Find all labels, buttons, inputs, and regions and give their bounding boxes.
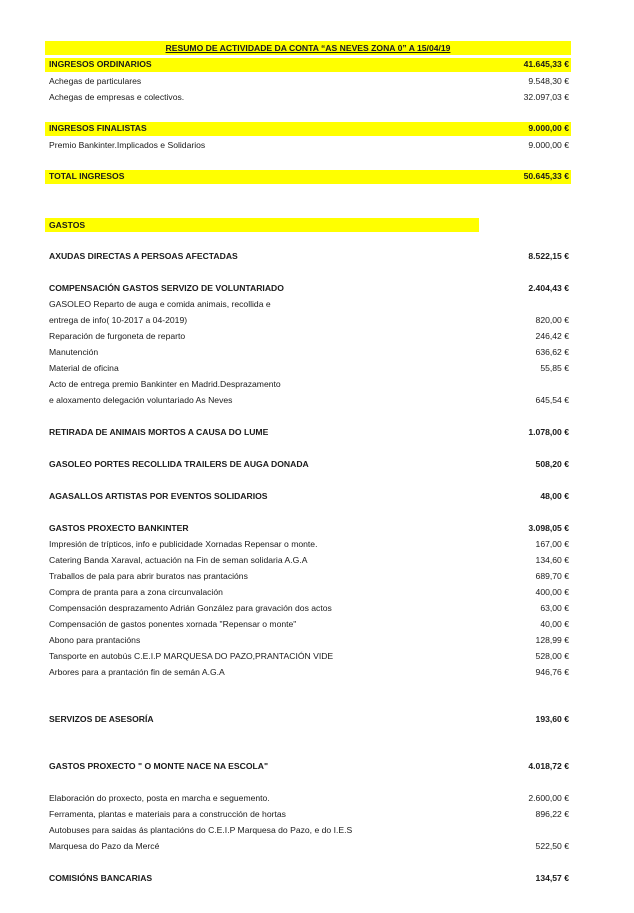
item-label: Marquesa do Pazo da Mercé xyxy=(49,841,160,851)
line-item xyxy=(45,554,571,567)
item-label: Achegas de particulares xyxy=(49,76,142,86)
section-label: GASOLEO PORTES RECOLLIDA TRAILERS DE AUGA DONADA xyxy=(49,459,309,469)
item-amount: 528,00 € xyxy=(535,651,569,661)
section-comisions xyxy=(45,872,571,885)
item-amount: 946,76 € xyxy=(535,667,569,677)
item-amount: 63,00 € xyxy=(540,603,569,613)
document-title-bar xyxy=(45,41,571,55)
line-item xyxy=(45,634,571,647)
section-agasallos xyxy=(45,490,571,503)
line-item xyxy=(45,570,571,583)
section-amount: 508,20 € xyxy=(535,459,569,469)
gastos-header xyxy=(45,218,479,232)
section-label: AGASALLOS ARTISTAS POR EVENTOS SOLIDARIOS xyxy=(49,491,268,501)
line-item xyxy=(45,824,571,837)
item-amount: 128,99 € xyxy=(535,635,569,645)
line-item xyxy=(45,330,571,343)
total-ingresos-row xyxy=(45,170,571,184)
item-amount: 645,54 € xyxy=(535,395,569,405)
section-label: GASTOS PROXECTO BANKINTER xyxy=(49,523,189,533)
line-item xyxy=(45,808,571,821)
item-label: Compensación desprazamento Adrián González para gravación dos actos xyxy=(49,603,332,613)
section-amount: 3.098,05 € xyxy=(528,523,569,533)
item-label: Acto de entrega premio Bankinter en Madrid.Desprazamento xyxy=(49,379,281,389)
item-label: Autobuses para saidas ás plantacións do C.E.I.P Marquesa do Pazo, e do I.E.S xyxy=(49,825,353,835)
line-item xyxy=(45,666,571,679)
section-amount: 2.404,43 € xyxy=(528,283,569,293)
line-item xyxy=(45,840,571,853)
item-amount: 9.000,00 € xyxy=(528,140,569,150)
line-item xyxy=(45,586,571,599)
section-label: RETIRADA DE ANIMAIS MORTOS A CAUSA DO LUME xyxy=(49,427,269,437)
item-label: entrega de info( 10-2017 a 04-2019) xyxy=(49,315,188,325)
item-amount: 689,70 € xyxy=(535,571,569,581)
line-item xyxy=(45,75,571,88)
item-label: Achegas de empresas e colectivos. xyxy=(49,92,185,102)
item-label: Traballos de pala para abrir buratos nas prantacións xyxy=(49,571,248,581)
section-asesoria xyxy=(45,713,571,726)
document-title: RESUMO DE ACTIVIDADE DA CONTA “AS NEVES ZONA 0” A 15/04/19 xyxy=(165,43,451,53)
line-item xyxy=(45,362,571,375)
item-amount: 32.097,03 € xyxy=(523,92,569,102)
section-amount: 41.645,33 € xyxy=(523,59,569,69)
line-item xyxy=(45,298,571,311)
item-amount: 9.548,30 € xyxy=(528,76,569,86)
total-label: TOTAL INGRESOS xyxy=(49,171,125,181)
item-label: Reparación de furgoneta de reparto xyxy=(49,331,186,341)
item-label: GASOLEO Reparto de auga e comida animais, recollida e xyxy=(49,299,271,309)
section-label: INGRESOS FINALISTAS xyxy=(49,123,147,133)
section-ingresos-ordinarios xyxy=(45,58,571,72)
item-label: Impresión de trípticos, info e publicidade Xornadas Repensar o monte. xyxy=(49,539,318,549)
item-amount: 400,00 € xyxy=(535,587,569,597)
item-amount: 40,00 € xyxy=(540,619,569,629)
line-item xyxy=(45,602,571,615)
line-item xyxy=(45,346,571,359)
item-amount: 820,00 € xyxy=(535,315,569,325)
section-axudas xyxy=(45,250,571,263)
section-gasoleo xyxy=(45,458,571,471)
item-label: e aloxamento delegación voluntariado As Neves xyxy=(49,395,233,405)
item-amount: 167,00 € xyxy=(535,539,569,549)
section-label: INGRESOS ORDINARIOS xyxy=(49,59,152,69)
item-label: Elaboración do proxecto, posta en marcha e seguemento. xyxy=(49,793,270,803)
item-amount: 55,85 € xyxy=(540,363,569,373)
item-amount: 636,62 € xyxy=(535,347,569,357)
section-amount: 9.000,00 € xyxy=(528,123,569,133)
section-amount: 48,00 € xyxy=(540,491,569,501)
item-label: Compra de pranta para a zona circunvalación xyxy=(49,587,223,597)
item-label: Ferramenta, plantas e materiais para a construcción de hortas xyxy=(49,809,286,819)
item-amount: 896,22 € xyxy=(535,809,569,819)
line-item xyxy=(45,650,571,663)
item-label: Premio Bankinter.Implicados e Solidarios xyxy=(49,140,206,150)
item-label: Arbores para a prantación fin de semán A.G.A xyxy=(49,667,225,677)
section-amount: 4.018,72 € xyxy=(528,761,569,771)
line-item xyxy=(45,139,571,152)
item-label: Tansporte en autobús C.E.I.P MARQUESA DO PAZO,PRANTACIÓN VIDE xyxy=(49,651,334,661)
section-amount: 1.078,00 € xyxy=(528,427,569,437)
line-item xyxy=(45,538,571,551)
item-label: Manutención xyxy=(49,347,99,357)
section-ingresos-finalistas xyxy=(45,122,571,136)
item-amount: 2.600,00 € xyxy=(528,793,569,803)
section-compensacion xyxy=(45,282,571,295)
section-amount: 193,60 € xyxy=(535,714,569,724)
line-item xyxy=(45,314,571,327)
section-label: SERVIZOS DE ASESORÍA xyxy=(49,714,154,724)
line-item xyxy=(45,394,571,407)
gastos-label: GASTOS xyxy=(49,220,86,230)
line-item xyxy=(45,618,571,631)
section-amount: 134,57 € xyxy=(535,873,569,883)
section-label: COMISIÓNS BANCARIAS xyxy=(49,873,153,883)
line-item xyxy=(45,792,571,805)
section-label: GASTOS PROXECTO " O MONTE NACE NA ESCOLA" xyxy=(49,761,269,771)
item-amount: 246,42 € xyxy=(535,331,569,341)
item-label: Compensación de gastos ponentes xornada "Repensar o monte" xyxy=(49,619,297,629)
total-amount: 50.645,33 € xyxy=(523,171,569,181)
line-item xyxy=(45,91,571,104)
item-label: Material de oficina xyxy=(49,363,119,373)
item-label: Catering Banda Xaraval, actuación na Fin de seman solidaria A.G.A xyxy=(49,555,308,565)
item-amount: 134,60 € xyxy=(535,555,569,565)
section-label: COMPENSACIÓN GASTOS SERVIZO DE VOLUNTARIADO xyxy=(49,283,284,293)
item-amount: 522,50 € xyxy=(535,841,569,851)
item-label: Abono para prantacións xyxy=(49,635,141,645)
section-retirada xyxy=(45,426,571,439)
section-label: AXUDAS DIRECTAS A PERSOAS AFECTADAS xyxy=(49,251,238,261)
section-bankinter xyxy=(45,522,571,535)
section-escola xyxy=(45,760,571,773)
section-amount: 8.522,15 € xyxy=(528,251,569,261)
line-item xyxy=(45,378,571,391)
